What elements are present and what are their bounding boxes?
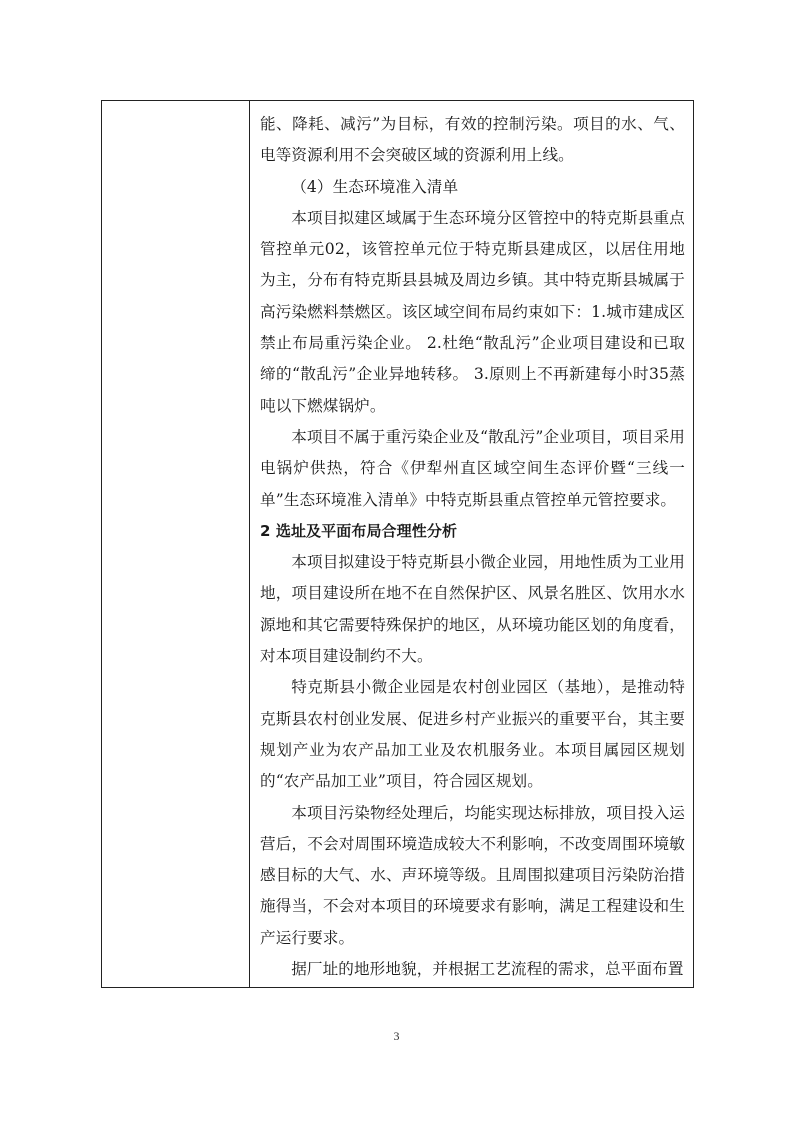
paragraph: 能、降耗、减污”为目标，有效的控制污染。项目的水、气、电等资源利用不会突破区域的资源利用上线。 [260,115,685,165]
paragraph: 本项目拟建区域属于生态环境分区管控中的特克斯县重点管控单元02，该管控单元位于特克斯县建成区，以居住用地为主，分布有特克斯县县城及周边乡镇。其中特克斯县城属于高污染燃料禁燃区。该区域空间布局约束如下：1.城市建成区禁止布局重污染企业。 2.杜绝“散乱污”企业项目建设和已取缔的“散乱污”企业异地转移。 3.原则上不再新建每小时35蒸吨以下燃煤锅炉。 [260,208,685,415]
paragraph: 据厂址的地形地貌，并根据工艺流程的需求，总平面布置 [291,960,684,979]
paragraph: 本项目污染物经处理后，均能实现达标排放，项目投入运营后，不会对周围环境造成较大不利影响，不改变周围环境敏感目标的大气、水、声环境等级。且周围拟建项目污染防治措施得当，不会对本项目的环境要求有影响，满足工程建设和生产运行要求。 [260,803,685,947]
table-label-cell [102,101,250,987]
table-content-cell [251,101,693,987]
paragraph: 本项目拟建设于特克斯县小微企业园，用地性质为工业用地，项目建设所在地不在自然保护区、风景名胜区、饮用水水源地和其它需要特殊保护的地区，从环境功能区划的角度看，对本项目建设制约不大。 [260,553,685,666]
subheading-ecological-access-list: （4）生态环境准入清单 [291,177,459,196]
content-table [101,100,694,988]
paragraph: 本项目不属于重污染企业及“散乱污”企业项目，项目采用电锅炉供热，符合《伊犁州直区域空间生态评价暨“三线一单”生态环境准入清单》中特克斯县重点管控单元管控要求。 [260,427,685,509]
section-heading-site-layout: 2 选址及平面布局合理性分析 [260,521,458,540]
page-number: 3 [393,1029,400,1043]
paragraph: 特克斯县小微企业园是农村创业园区（基地），是推动特克斯县农村创业发展、促进乡村产业振兴的重要平台，其主要规划产业为农产品加工业及农机服务业。本项目属园区规划的“农产品加工业”项目，符合园区规划。 [260,678,685,791]
